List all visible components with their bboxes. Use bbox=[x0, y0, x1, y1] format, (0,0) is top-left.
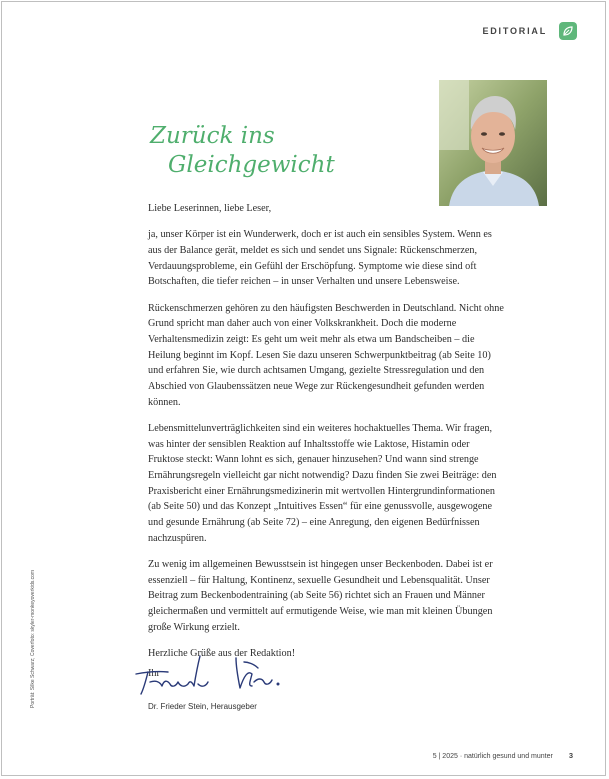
paragraph-4: Zu wenig im allgemeinen Bewusstsein ist hingegen unser Beckenboden. Dabei ist er essenziell – für Haltung, Kontinenz, sexuelle Gesundheit und Lebensqualität. Unser Beitrag zum Beckenbodentraining (ab Seite 56) richtet sich an Frauen und Männer gleichermaßen und vermittelt auf ermutigende Weise, wie man mit kleinen Übungen große Wirkung erzielt. bbox=[148, 559, 493, 633]
issue-info: 5 | 2025 · natürlich gesund und munter bbox=[432, 753, 553, 760]
editorial-title bbox=[150, 122, 430, 180]
handwritten-signature bbox=[132, 644, 292, 700]
paragraph-1: ja, unser Körper ist ein Wunderwerk, doch er ist auch ein sensibles System. Wenn es aus der Balance gerät, meldet es sich und sendet uns Signale: Rückenschmerzen, Verdauungsprobleme, ein Gefühl der Erschöpfung. Symptome wie diese sind oft Botschaften, die tiefer reichen – in unser Verhalten und unsere Lebensweise. bbox=[148, 229, 492, 288]
editor-portrait bbox=[439, 80, 547, 206]
closing-line: Herzliche Grüße aus der Redaktion! bbox=[148, 648, 296, 660]
paragraph-3: Lebensmittelunverträglichkeiten sind ein weiteres hochaktuelles Thema. Wir fragen, was hinter der sensiblen Reaktion auf Inhaltsstoffe wie Laktose, Histamin oder Fruktose steckt: Wann lohnt es sich, genauer hinzusehen? Und wann sind strenge Ernährungsregeln vielleicht gar nicht notwendig? Dazu finden Sie zwei Beiträge: den Praxisbericht einer Ernährungsmedizinerin mit wertvollen Hintergrundinformationen (ab Seite 50) und das Konzept „Intuitives Essen“ für eine genussvolle, ausgewogene und gesunde Ernährung (ab Seite 72) – eine Anregung, den eigenen Bedürfnissen nachzuspüren. bbox=[148, 422, 497, 544]
signature-name: Dr. Frieder Stein, Herausgeber bbox=[148, 702, 257, 711]
leaf-icon bbox=[559, 22, 577, 40]
page-footer bbox=[433, 751, 573, 760]
photo-credit: Porträt: Silke Schwarz; Coverfoto: skyler-monkeyoverkids.com bbox=[30, 569, 36, 708]
title-line-2: Gleichgewicht bbox=[168, 152, 335, 178]
page-number: 3 bbox=[568, 751, 573, 760]
title-line-1: Zurück ins bbox=[150, 123, 275, 149]
closing-ihr: Ihr bbox=[148, 667, 160, 679]
editorial-body bbox=[148, 201, 504, 692]
section-label: EDITORIAL bbox=[482, 26, 547, 36]
greeting: Liebe Leserinnen, liebe Leser, bbox=[148, 203, 272, 214]
paragraph-2: Rückenschmerzen gehören zu den häufigsten Beschwerden in Deutschland. Nicht ohne Grund spricht man daher auch von einer Volkskrankheit. Doch die moderne Verhaltensmedizin zeigt: Es geht um weit mehr als etwa um Bandscheiben – die Heilung beginnt im Kopf. Lesen Sie dazu unseren Schwerpunktbeitrag (ab Seite 10) und erfahren Sie, wie durch achtsamen Umgang, gezielte Stressregulation und den Abschied von Glaubenssätzen neue Wege zur Rückengesundheit gefunden werden können. bbox=[148, 302, 504, 408]
